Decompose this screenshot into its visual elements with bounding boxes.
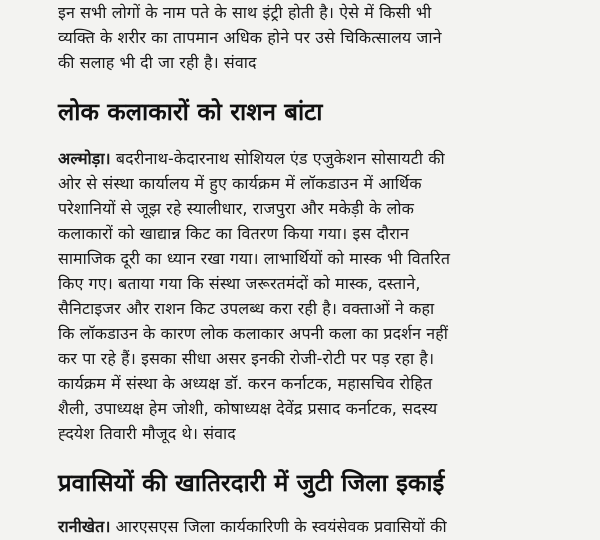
article1-line-1-text: बदरीनाथ-केदारनाथ सोशियल एंड एजुकेशन सोसायटी की xyxy=(110,149,445,168)
article1-dateline: अल्मोड़ा। xyxy=(58,149,111,168)
prev-article-line-1: इन सभी लोगों के नाम पते के साथ इंट्री होती है। ऐसे में किसी भी xyxy=(58,3,432,22)
article2-line-1-text: आरएसएस जिला कार्यकारिणी के स्वयंसेवक प्रवासियों की xyxy=(110,517,447,536)
article1-line-3: परेशानियों से जूझ रहे स्यालीधार, राजपुरा और मकेड़ी के लोक xyxy=(58,199,415,218)
article2-headline: प्रवासियों की खातिरदारी में जुटी जिला इकाई xyxy=(58,469,445,497)
article2-dateline: रानीखेत। xyxy=(58,517,111,536)
article1-line-11: शैली, उपाध्यक्ष हेम जोशी, कोषाध्यक्ष देवेंद्र प्रसाद कर्नाटक, सदस्य xyxy=(58,399,438,418)
article1-line-6: किए गए। बताया गया कि संस्था जरूरतमंदों को मास्क, दस्ताने, xyxy=(58,274,421,293)
article1-line-8: कि लॉकडाउन के कारण लोक कलाकार अपनी कला का प्रदर्शन नहीं xyxy=(58,324,449,343)
article1-line-10: कार्यक्रम में संस्था के अध्यक्ष डॉ. करन कर्नाटक, महासचिव रोहित xyxy=(58,374,433,393)
article1-line-12: ह्दयेश तिवारी मौजूद थे। संवाद xyxy=(58,424,236,443)
article1-line-2: ओर से संस्था कार्यालय में हुए कार्यक्रम में लॉकडाउन में आर्थिक xyxy=(58,174,422,193)
article1-line-1 xyxy=(58,148,445,170)
article2-line-1 xyxy=(58,516,447,538)
article1-line-4: कलाकारों को खाद्यान्न किट का वितरण किया गया। इस दौरान xyxy=(58,224,410,243)
prev-article-line-2: व्यक्ति के शरीर का तापमान अधिक होने पर उसे चिकित्सालय जाने xyxy=(58,28,442,47)
article1-line-7: सैनिटाइजर और राशन किट उपलब्ध करा रही है। वक्ताओं ने कहा xyxy=(58,299,435,318)
article1-headline: लोक कलाकारों को राशन बांटा xyxy=(58,98,323,126)
article1-line-9: कर पा रहे हैं। इसका सीधा असर इनकी रोजी-रोटी पर पड़ रहा है। xyxy=(58,349,435,368)
article1-line-5: सामाजिक दूरी का ध्यान रखा गया। लाभार्थियों को मास्क भी वितरित xyxy=(58,249,451,268)
prev-article-line-3: की सलाह भी दी जा रही है। संवाद xyxy=(58,53,257,72)
